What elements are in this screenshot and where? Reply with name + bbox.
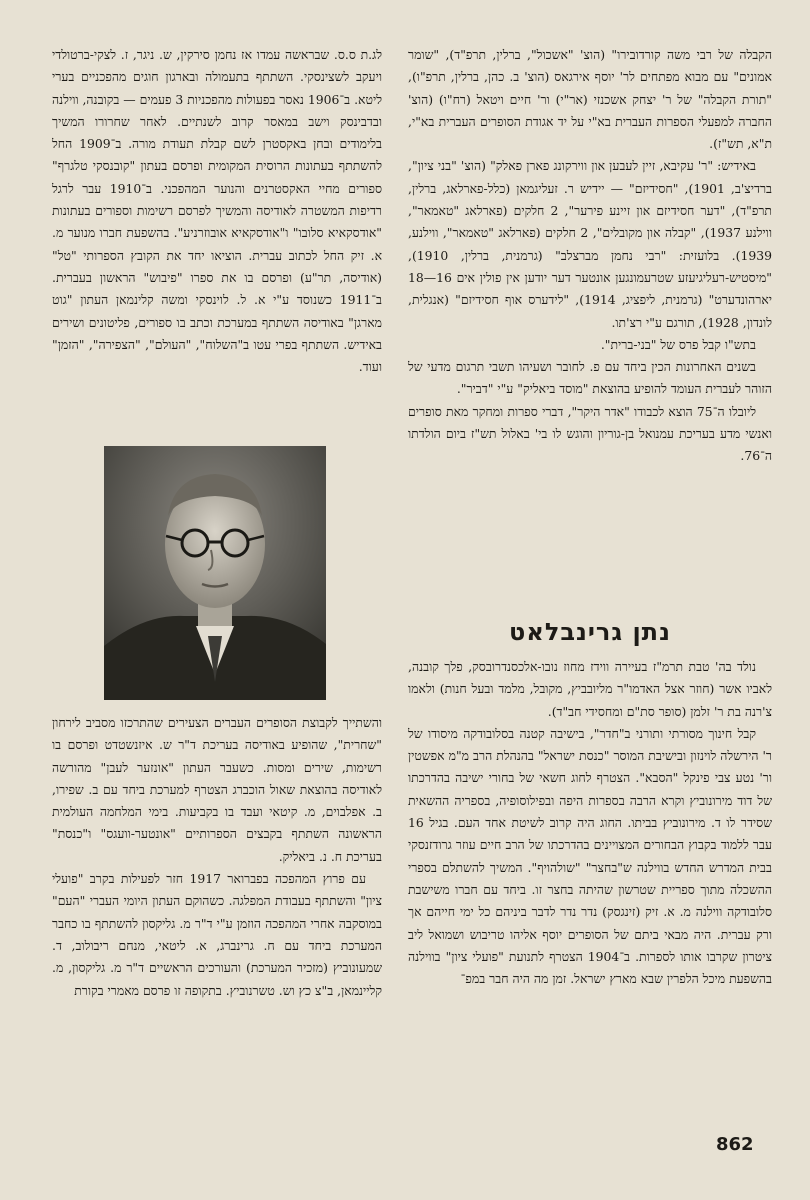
- paragraph: קבל חינוך מסורתי ותורני ב"חדר", בישיבה קטנה בסלובודקה מיסודו של ר' הירשלה לוינזון ובישיבת המוסר "כנסת ישראל" בהנהלת הרב מ"מ אפשטין ור' נטע צבי פינקל "הסבא". הצטרף לחוג חשאי של בחורי ישיבה בהדרכתו של דוד מירונוביץ וקרא הרבה בספרות היפה ובפילוסופיה, בספריה ההשאית שסידר לו ד. מירונוביץ בביתו. החוג היה קרוב לשיטת אחד העם. בגיל 16 עבר ללמוד בקבוץ הבחורים המצויינים בהדרכתו של הרב חיים עוזר גרודזנסקי בבית המדרש החדש בווילנה ש"בחצר" "שולהויף". המשיך להשתלם בספרי ההשכלה מתוך ספריית שטרשון שהיתה בחצר זו. ביחד עם חברו משישבת סלובודקה ווילנה מ. א. זיק (זינגסק) נדר נדר לדבר ביניהם כל ימי חייהם אך ורק עברית. היה מבאי ביתם של הסופרים יוסף אליהו טריבוש ושמואל ליב ציטרון שקרבו אותו לספרות. ב־1904 הצטרף לתנועת "פועלי ציון" בווילנה בהשפעת מיכל הלפרין שבא מארץ ישראל. זמן מה היה חבר במפ־: [408, 725, 772, 987]
- paragraph: בתש"ו קבל פרס של "בני-ברית".: [600, 336, 756, 352]
- page-number: 862: [716, 1134, 754, 1155]
- left-column-top: [52, 44, 382, 434]
- left-column-bottom: [52, 712, 382, 1132]
- paragraph: לג.ת ס.ס. שבראשה עמדו אז נחמן סירקין, ש. ניגר, ז. לצקי-ברטולדי ויעקב לשצינסקי. השתתף בתעמולה ובארגון חוגים מהפכניים בערי ליטא. ב־1906 נאסר בפעולות מהפכניות 3 פעמים — בקובנה, ווילנה ובדבינסק וישב במאסר קרוב לשנתיים. לאחר שחרורו המשיך בלימודים ובחן באקסטרן לשם קבלת תעודת מורה. ב־1909 החל להשתתף בעתונות הרוסית המקומית ופרסם בעתון "קובנסקי טלגרף" ספורים מחיי האקסטרנים והנוער המהפכני. ב־1910 עבר לרגל רדיפות המשטרה לאודיסה והמשיך לפרסם רשימות וספורים בעתונות "אודסקאיא סלובו" ו"אודסקאיא אובוזרניע". בהשפעת חברו מנוער מ. א. זיק החל לכתוב עברית. הוציאו יחד את הקובץ הספרותי "טל" (אודיסה, תר"ע) ופרסם בו את ספרו "פיבוש" הראשון בעברית. ב־1911 כשנוסד ע"י א. ל. לוינסקי ומשה קלינמאן העתון "גוט מארגן" באודיסה השתתף במערכת וכתב בו ספורים, פליטונים ושירים באידיש. השתתף בפרי עטו ב"השלוח", "העולם", "הצפירה", "הזמן" ועוד.: [52, 47, 382, 375]
- entry-heading: נתן גרינבלאט: [509, 618, 671, 646]
- portrait-photo: [104, 446, 326, 700]
- right-column-bottom: [408, 656, 772, 1096]
- paragraph: הקבלה של רבי משה קורדובירו" (הוצ' "אשכול", ברלין, תרפ"ד), "שומר אמונים" עם מבוא מפתחים לר' יוסף אירגאס (הוצ' ב. כהן, ברלין, תרפ"ו), "תורת הקבלה" של ר' יצחק אשכנזי (אר"י) ור' חיים ויטאל (רח"ו) (הוצ' החברה למפעלי הספרות העברית בא"י על יד אגודת הסופרים העברית בא"י, ת"א, תש"ז).: [408, 47, 772, 152]
- paragraph: והשתייך לקבוצת הסופרים העברים הצעירים שהתרכזו מסביב לירחון "שחרית", שהופיע באודיסה בעריכת ד"ר ש. איזנשטדט ופרסם בו רשימות, שירים ומסות. כשעבר העתון "אונזער לעבן" מהורשה לאודיסה בהוצאת שאול הוכברג הצטרף למערכת ביחד עם ב. שפירו, ב. אפלבוים, מ. קיטאי ועבד בו בקביעות. בימי המלחמה העולמית הראשונה השתתף בקבצים הספרותיים "אונטער-וועגס" ו"כנסת" בעריכת ח. נ. ביאליק.: [52, 715, 382, 864]
- paragraph: ליובלו ה־75 הוצא לכבודו "אדר היקר", דברי ספרות ומחקר מאת סופרים ואנשי מדע בעריכת עמנואל בן-גוריון והוגש לו בי' באלול תש"ז ביום הולדתו ה־76.: [408, 403, 772, 464]
- paragraph: בשנים האחרונות הכין ביחד עם פ. לחובר ושעיהו תשבי תרגום מדעי של הזוהר לעברית העומד להופיע בהוצאת "מוסד ביאליק" ע"י "דביר".: [408, 359, 772, 397]
- paragraph: עם פרוץ המהפכה בפברואר 1917 חזר לפעילות בקרב "פועלי ציון" והשתתף בעבודת המפלגה. כשהוקם העתון היומי העברי "העם" במוסקבה אחרי המהפכה הוזמן ע"י ד"ר מ. גליקסון להשתתף בו כחבר המערכת ביחד עם ח. גרינברג, א. ליטאי, מנחם ריבולוב, ד. שמעונוביץ (מזכיר המערכת) והעורכים הראשיים ד"ר מ. גליקסון, מ. קליינמאן, ב"צ כץ וש. טשרנוביץ. בתקופה זו פרסם מאמרי בקורת: [52, 871, 382, 998]
- paragraph: באידיש: "ר' עקיבא, זיין לעבען און ווירקונג פארן פאלק" (הוצ' "בני ציון", ברדיצ'ב, 1901), "חסידיזם" — יידיש ר. זעליגמאן (כלל-פארלאג, ברלין, תרפ"ד), "דער חסידיזם און זיינע פירער", 2 חלקים (פארלאג "טאמאר", ווילנע 1937), "קבלה און מקובלים", 2 חלקים (פארלאג "טאמאר", ווילנע, 1939). בלועזית: "רבי נחמן מברצלב" (גרמנית, ברלין, 1910), "מיסטיש-רעליגיעזע שטרעמונגען אונטער דער יודען אין פולין אים 16—18 יארהונדערט" (גרמנית, ליפציג, 1914), "לידערס אוף חסידיזם" (אנגלית, לונדון, 1928), תורגם ע"י רצ'תו.: [408, 158, 772, 330]
- paragraph: נולד בה' טבת תרמ"ז בעיירה ווידז מחוז נובו-אלכסנדרובסק, פלך קובנה, לאביו אשר (חוזר אצל האדמו"ר מליובביץ, מקובל, מלמד ובעל חנות) ולאמו צ'רנה בת ר' זלמן (סופר סת"ם ומחסידי חב"ד).: [408, 659, 772, 719]
